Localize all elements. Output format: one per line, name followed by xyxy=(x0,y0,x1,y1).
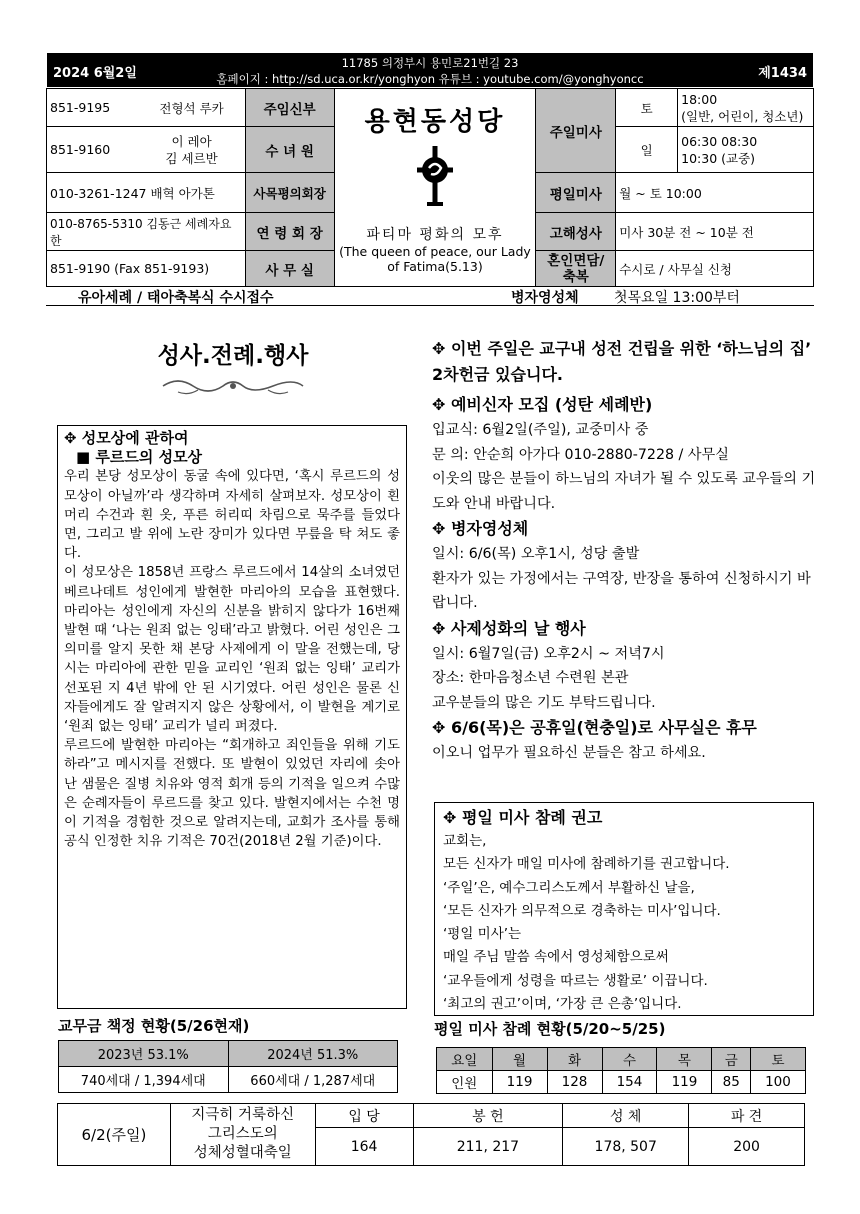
announcement-line: 일시: 6/6(목) 오후1시, 성당 출발 xyxy=(432,546,640,562)
article-paragraph: 우리 본당 성모상이 동굴 속에 있다면, ‘혹시 루르드의 성모상이 아닐까’라 생각하며 자세히 살펴보자. 성모상이 흰 머리 수건과 흰 옷, 푸른 허리띠 차림으로 묵주를 들었다면, 그리고 발 위에 노란 장미가 있다면 무릎을 탁 쳐도 좋다. xyxy=(64,469,400,562)
announcement-line: 이오니 업무가 필요하신 분들은 참고 하세요. xyxy=(432,745,706,761)
day-cell: 월 xyxy=(492,1048,547,1071)
count-row-label: 인원 xyxy=(437,1071,493,1094)
stats-value: 164 xyxy=(315,1128,413,1166)
stats-header: 봉 헌 xyxy=(413,1104,563,1128)
day-row-label: 요일 xyxy=(437,1048,493,1071)
ornament-divider-icon xyxy=(58,374,408,404)
stats-header: 성 체 xyxy=(563,1104,689,1128)
recommendation-line: ‘모든 신자가 의무적으로 경축하는 미사’입니다. xyxy=(443,902,721,919)
attendance-table xyxy=(436,1047,806,1094)
article-heading: ✥ 성모상에 관하여 xyxy=(64,429,189,447)
sick-communion-label: 병자영성체 xyxy=(511,290,579,306)
church-name-cell xyxy=(334,89,536,287)
church-address: 11785 의정부시 용민로21번길 23 xyxy=(341,56,519,70)
stats-header: 파 견 xyxy=(689,1104,805,1128)
contact-role: 사목평의회장 xyxy=(245,173,334,213)
count-cell: 85 xyxy=(712,1071,751,1094)
tithe-value: 660세대 / 1,287세대 xyxy=(228,1067,398,1093)
contact-role: 연 령 회 장 xyxy=(245,213,334,251)
saturday-time: 18:00 (일반, 어린이, 청소년) xyxy=(678,89,814,127)
day-cell: 토 xyxy=(750,1048,805,1071)
wedding-time: 수시로 / 사무실 신청 xyxy=(616,251,814,287)
announcement-heading: ✥ 사제성화의 날 행사 xyxy=(432,618,586,638)
announcement-line: 이웃의 많은 분들이 하느님의 자녀가 될 수 있도록 교우들의 기도와 안내 바랍니다. xyxy=(432,471,816,512)
announcement-line: 문 의: 안순희 아가다 010-2880-7228 / 사무실 xyxy=(432,446,729,463)
confession-label: 고해성사 xyxy=(536,213,616,251)
church-emblem-icon xyxy=(413,146,457,206)
count-cell: 128 xyxy=(547,1071,602,1094)
recommendation-line: ‘평일 미사’는 xyxy=(443,926,522,943)
announcement-line: 장소: 한마음청소년 수련원 본관 xyxy=(432,670,629,686)
count-cell: 119 xyxy=(657,1071,712,1094)
contact-phone: 851-9195 xyxy=(47,89,139,127)
day-cell: 금 xyxy=(712,1048,751,1071)
stats-value: 178, 507 xyxy=(563,1128,689,1166)
article-paragraph: 이 성모상은 1858년 프랑스 루르드에서 14살의 소녀였던 베르나데트 성인에게 발현한 마리아의 모습을 표현했다. 마리아는 성인에게 자신의 신분을 밝히지 않다가 16번째 발현 때 ‘나는 원죄 없는 잉태’라고 밝혔다. 어린 성인은 그 의미를 알지 못한 채 본당 사제에게 이 말을 전했는데, 당시는 마리아에 관한 믿을 교리인 ‘원죄 없는 잉태’ 교리가 선포된 지 4년 밖에 안 된 시기였다. 어린 성인은 물론 신자들에게도 잘 알려지지 않은 상황에서, 이 발현을 계기로 ‘원죄 없는 잉태’ 교리가 널리 퍼졌다. xyxy=(64,565,400,735)
stats-header: 입 당 xyxy=(315,1104,413,1128)
day-cell: 수 xyxy=(602,1048,657,1071)
day-cell: 목 xyxy=(657,1048,712,1071)
bulletin-date: 2024 6월2일 xyxy=(53,66,137,81)
stats-feast: 지극히 거룩하신 그리스도의 성체성혈대축일 xyxy=(170,1104,315,1166)
marian-statue-article xyxy=(57,425,407,1009)
tithe-header: 2023년 53.1% xyxy=(59,1041,229,1067)
tithe-value: 740세대 / 1,394세대 xyxy=(59,1067,229,1093)
announcement-heading: ✥ 병자영성체 xyxy=(432,519,529,538)
confession-time: 미사 30분 전 ~ 10분 전 xyxy=(616,213,814,251)
wedding-label: 혼인면담/ 축복 xyxy=(536,251,616,287)
recommendation-heading: ✥ 평일 미사 참례 권고 xyxy=(443,808,603,827)
count-cell: 154 xyxy=(602,1071,657,1094)
recommendation-line: 모든 신자가 매일 미사에 참례하기를 권고합니다. xyxy=(443,856,730,873)
recommendation-line: ‘교우들에게 성령을 따르는 생활로’ 이끕니다. xyxy=(443,972,708,989)
church-name: 용현동성당 xyxy=(364,107,506,137)
contact-phone: 851-9190 (Fax 851-9193) xyxy=(47,251,246,287)
article-subheading: ■ 루르드의 성모상 xyxy=(76,448,203,467)
sunday-label: 일 xyxy=(616,127,678,173)
sick-communion-time: 첫목요일 13:00부터 xyxy=(614,290,740,306)
tithe-table xyxy=(58,1040,398,1093)
contact-phone: 010-3261-1247 배혁 아가톤 xyxy=(47,173,246,213)
saturday-label: 토 xyxy=(616,89,678,127)
info-table xyxy=(46,88,814,287)
recommendation-line: ‘주일’은, 예수그리스도께서 부활하신 날을, xyxy=(443,879,695,896)
day-cell: 화 xyxy=(547,1048,602,1071)
contact-phone: 851-9160 xyxy=(47,127,139,173)
announcement-line: 일시: 6월7일(금) 오후2시 ~ 저녁7시 xyxy=(432,645,665,662)
recommendation-line: 교회는, xyxy=(443,833,487,849)
notice-strip xyxy=(46,287,814,306)
announcement-heading: ✥ 6/6(목)은 공휴일(현충일)로 사무실은 휴무 xyxy=(432,718,757,737)
weekday-mass-time: 월 ~ 토 10:00 xyxy=(616,173,814,213)
sunday-mass-label: 주일미사 xyxy=(536,89,616,173)
announcement-heading: ✥ 예비신자 모집 (성탄 세례반) xyxy=(432,395,653,414)
weekday-mass-recommendation xyxy=(434,802,814,1016)
issue-number: 제1434 xyxy=(758,66,807,81)
stats-value: 211, 217 xyxy=(413,1128,563,1166)
tithe-title: 교무금 책정 현황(5/26현재) xyxy=(58,1017,250,1035)
article-paragraph: 루르드에 발현한 마리아는 “회개하고 죄인들을 위해 기도하라”고 메시지를 전했다. 또 발현이 있었던 자리에 솟아난 샘물은 질병 치유와 영적 회개 등의 기적을 일으켜 수많은 순례자들이 루르드를 찾고 있다. 발현지에서는 수천 명이 기적을 경험한 것으로 알려지는데, 교회가 조사를 통해 공식 인정한 치유 기적은 70건(2018년 2월 기준)이다. xyxy=(64,738,400,850)
contact-role: 주임신부 xyxy=(245,89,334,127)
count-cell: 119 xyxy=(492,1071,547,1094)
announcement-heading: ✥ 이번 주일은 교구내 성전 건립을 위한 ‘하느님의 집’ 2차헌금 있습니다. xyxy=(432,339,812,384)
sunday-time: 06:30 08:30 10:30 (교중) xyxy=(678,127,814,173)
church-patron-english: (The queen of peace, our Lady of Fatima(5.13) xyxy=(339,244,531,274)
stats-date: 6/2(주일) xyxy=(58,1104,171,1166)
announcement-line: 환자가 있는 가정에서는 구역장, 반장을 통하여 신청하시기 바랍니다. xyxy=(432,570,811,611)
announcement-line: 입교식: 6월2일(주일), 교중미사 중 xyxy=(432,422,649,438)
section-title-text: 성사.전례.행사 xyxy=(157,343,309,369)
baptism-notice: 유아세례 / 태아축복식 수시접수 xyxy=(78,290,274,306)
contact-name: 이 레아 김 세르반 xyxy=(138,127,245,173)
church-patron: 파티마 평화의 모후 xyxy=(366,227,504,243)
count-cell: 100 xyxy=(750,1071,805,1094)
announcements xyxy=(432,336,822,766)
contact-role: 사 무 실 xyxy=(245,251,334,287)
section-title xyxy=(58,337,408,404)
communion-stats-table xyxy=(57,1103,805,1166)
announcement-line: 교우분들의 많은 기도 부탁드립니다. xyxy=(432,694,656,711)
recommendation-line: ‘최고의 권고’이며, ‘가장 큰 은총’입니다. xyxy=(443,996,682,1013)
attendance-title: 평일 미사 참례 현황(5/20~5/25) xyxy=(434,1020,666,1038)
contact-name: 전형석 루카 xyxy=(138,89,245,127)
stats-value: 200 xyxy=(689,1128,805,1166)
recommendation-line: 매일 주님 말씀 속에서 영성체함으로써 xyxy=(443,949,669,966)
weekday-mass-label: 평일미사 xyxy=(536,173,616,213)
tithe-header: 2024년 51.3% xyxy=(228,1041,398,1067)
contact-phone: 010-8765-5310 김동근 세례자요한 xyxy=(47,213,246,251)
header-bar xyxy=(47,53,813,87)
web-links: 홈페이지 : http://sd.uca.or.kr/yonghyon 유튜브 : youtube.com/@yonghyoncc xyxy=(216,72,644,86)
contact-role: 수 녀 원 xyxy=(245,127,334,173)
